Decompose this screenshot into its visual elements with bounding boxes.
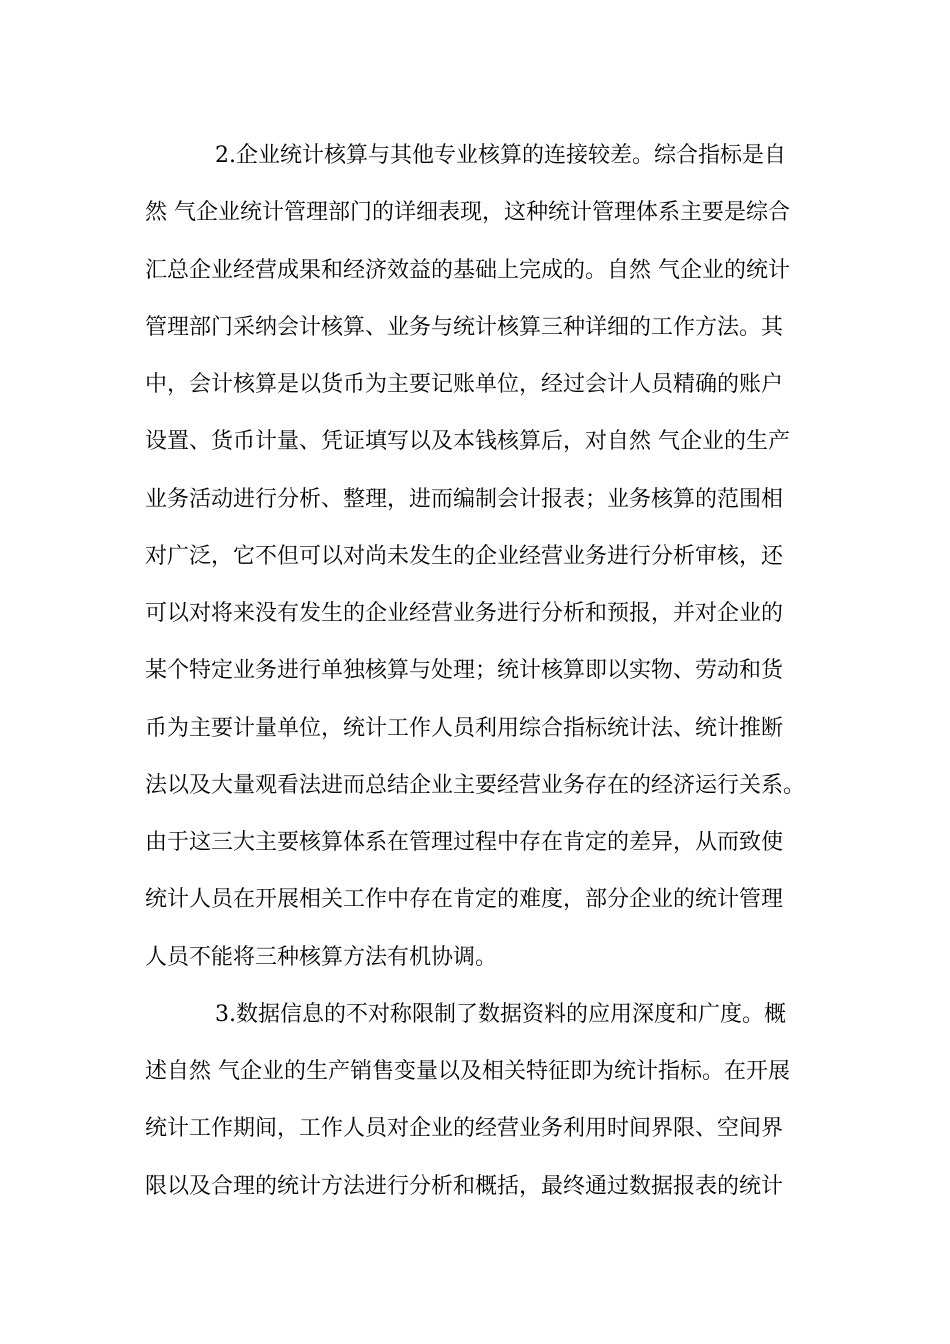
paragraph-1-line-11: 币为主要计量单位，统计工作人员利用综合指标统计法、统计推断 (145, 715, 784, 741)
paragraph-1-line-1: 2.企业统计核算与其他专业核算的连接较差。综合指标是自 (215, 143, 786, 168)
paragraph-1-line-3: 汇总企业经营成果和经济效益的基础上完成的。自然 气企业的统计 (145, 257, 790, 283)
paragraph-2-line-2: 述自然 气企业的生产销售变量以及相关特征即为统计指标。在开展 (145, 1059, 790, 1084)
paragraph-1-line-5: 中，会计核算是以货币为主要记账单位，经过会计人员精确的账户 (145, 372, 784, 397)
paragraph-1-line-4: 管理部门采纳会计核算、业务与统计核算三种详细的工作方法。其 (145, 314, 784, 340)
paragraph-1-line-15: 人员不能将三种核算方法有机协调。 (145, 944, 498, 970)
paragraph-1-line-2: 然 气企业统计管理部门的详细表现，这种统计管理体系主要是综合 (145, 200, 790, 226)
paragraph-1-line-8: 对广泛，它不但可以对尚未发生的企业经营业务进行分析审核，还 (145, 543, 784, 569)
body-text (145, 134, 815, 1222)
paragraph-2-line-3: 统计工作期间，工作人员对企业的经营业务利用时间界限、空间界 (145, 1116, 784, 1142)
paragraph-1-line-6: 设置、货币计量、凭证填写以及本钱核算后，对自然 气企业的生产 (145, 429, 790, 455)
paragraph-2-line-4: 限以及合理的统计方法进行分析和概括，最终通过数据报表的统计 (145, 1173, 784, 1199)
paragraph-1-line-9: 可以对将来没有发生的企业经营业务进行分析和预报，并对企业的 (145, 601, 784, 626)
paragraph-1-line-13: 由于这三大主要核算体系在管理过程中存在肯定的差异，从而致使 (145, 830, 784, 855)
paragraph-2-line-1: 3.数据信息的不对称限制了数据资料的应用深度和广度。概 (215, 1001, 786, 1027)
paragraph-1-line-7: 业务活动进行分析、整理，进而编制会计报表；业务核算的范围相 (145, 486, 784, 512)
paragraph-1-line-14: 统计人员在开展相关工作中存在肯定的难度，部分企业的统计管理 (145, 887, 784, 913)
paragraph-1-line-12: 法以及大量观看法进而总结企业主要经营业务存在的经济运行关系。 (145, 772, 806, 798)
paragraph-1-line-10: 某个特定业务进行单独核算与处理；统计核算即以实物、劳动和货 (145, 658, 784, 684)
